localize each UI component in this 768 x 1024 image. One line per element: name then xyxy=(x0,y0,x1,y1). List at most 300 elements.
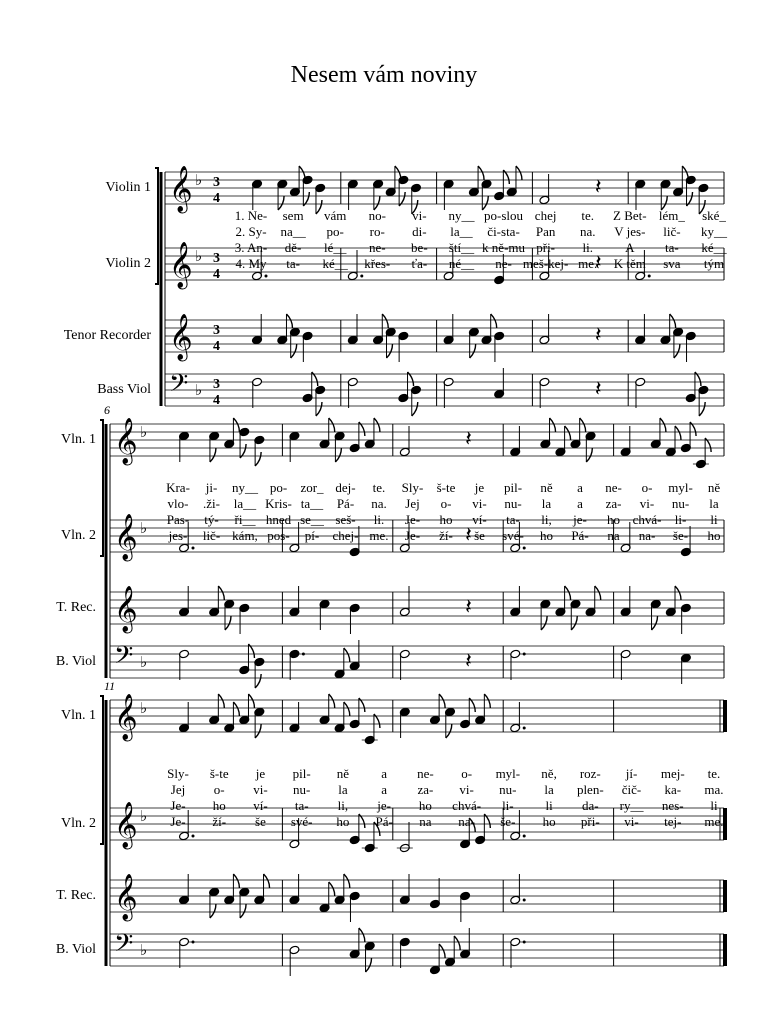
lyric-syllable: sva xyxy=(663,256,681,271)
lyric-syllable: ví- xyxy=(472,512,487,527)
final-barline-thick xyxy=(723,700,727,732)
lyric-syllable: li xyxy=(710,512,718,527)
lyric-syllable: a xyxy=(577,480,583,495)
lyric-syllable: na- xyxy=(638,528,656,543)
lyric-syllable: Je- xyxy=(404,528,421,543)
lyric-syllable: ho xyxy=(212,798,226,813)
lyric-syllable: ne- xyxy=(417,766,434,781)
note-flag xyxy=(652,616,658,630)
lyric-syllable: la__ xyxy=(450,224,473,239)
flat-icon: ♭ xyxy=(195,173,203,189)
time-signature-bottom: 4 xyxy=(213,393,220,408)
flat-icon: ♭ xyxy=(195,383,203,399)
lyric-syllable: ho xyxy=(707,528,721,543)
note-flag xyxy=(286,314,292,328)
lyric-syllable: tým xyxy=(703,256,725,271)
note-flag xyxy=(225,616,231,630)
lyric-syllable: vi- xyxy=(639,496,655,511)
flat-icon: ♭ xyxy=(140,701,148,717)
note-flag xyxy=(491,314,497,328)
lyric-syllable: vám xyxy=(323,208,347,223)
instrument-name: Violin 2 xyxy=(105,256,151,271)
rest-icon: 𝄽 xyxy=(465,522,472,547)
instrument-name: T. Rec. xyxy=(56,888,96,903)
lyric-syllable: po-slou xyxy=(484,208,524,223)
flat-icon: ♭ xyxy=(140,655,148,671)
flat-icon: ♭ xyxy=(195,249,203,265)
note-flag xyxy=(516,166,522,180)
score-title: Nesem vám noviny xyxy=(290,62,478,88)
lyric-syllable: di- xyxy=(412,224,427,239)
lyric-syllable: vi- xyxy=(472,496,487,511)
lyric-syllable: dě- xyxy=(284,240,302,255)
lyric-syllable: no- xyxy=(368,208,386,223)
lyric-syllable: jes- xyxy=(168,528,188,543)
measure-number: 11 xyxy=(104,679,116,693)
lyric-syllable: še xyxy=(474,528,485,543)
violin-group-bracket xyxy=(100,696,103,844)
note-dot xyxy=(523,727,526,730)
lyric-syllable: na__ xyxy=(280,224,306,239)
instrument-name: Vln. 2 xyxy=(61,528,96,543)
lyric-syllable: myl- xyxy=(495,766,521,781)
note-flag xyxy=(675,586,681,600)
lyric-syllable: la xyxy=(541,496,552,511)
lyric-syllable: ka- xyxy=(664,782,682,797)
treble-clef-icon: 𝄞 xyxy=(114,586,138,631)
note-flag xyxy=(412,402,418,416)
lyric-syllable: ne- xyxy=(368,240,386,255)
lyric-syllable: ři__ xyxy=(234,512,256,527)
note-flag xyxy=(565,426,571,440)
lyric-syllable: křes- xyxy=(364,256,391,271)
rest-icon: 𝄽 xyxy=(465,648,472,673)
note-flag xyxy=(439,694,445,708)
lyric-syllable: li. xyxy=(582,240,593,255)
note-dot xyxy=(302,653,305,656)
lyric-syllable: A xyxy=(625,240,635,255)
lyric-syllable: zor_ xyxy=(300,480,324,495)
flat-icon: ♭ xyxy=(140,521,148,537)
note-flag xyxy=(374,418,380,432)
lyric-syllable: Kra- xyxy=(166,480,190,495)
lyric-syllable: vi- xyxy=(624,814,639,829)
lyric-syllable: ro- xyxy=(369,224,385,239)
lyric-syllable: jí- xyxy=(625,766,638,781)
lyric-syllable: li, xyxy=(337,798,349,813)
instrument-name: Violin 1 xyxy=(105,180,151,195)
lyric-syllable: .ži- xyxy=(203,496,220,511)
lyric-syllable: o- xyxy=(213,782,225,797)
treble-clef-icon: 𝄞 xyxy=(169,242,193,287)
note-flag xyxy=(484,694,490,708)
lyric-syllable: a xyxy=(577,496,583,511)
lyric-syllable: ké__ xyxy=(701,240,727,255)
lyric-syllable: za- xyxy=(605,496,622,511)
lyric-syllable: la__ xyxy=(233,496,257,511)
lyric-syllable: je- xyxy=(573,512,587,527)
lyric-syllable: při- xyxy=(580,814,600,829)
staff-violin1 xyxy=(165,166,724,214)
treble-clef-icon: 𝄞 xyxy=(114,694,138,739)
lyric-syllable: K těm xyxy=(613,256,646,271)
lyric-syllable: chvá- xyxy=(452,798,482,813)
lyric-syllable: ví- xyxy=(253,798,268,813)
lyric-syllable: nu- xyxy=(671,496,690,511)
staff-tenor_recorder xyxy=(110,586,724,634)
lyric-syllable: me. xyxy=(704,814,724,829)
rest-icon: 𝄽 xyxy=(594,174,602,199)
instrument-name: Vln. 2 xyxy=(61,816,96,831)
note-flag xyxy=(580,418,586,432)
note-flag xyxy=(248,694,254,708)
lyric-syllable: meš-kej- xyxy=(522,256,569,271)
lyric-syllable: ta__ xyxy=(300,496,324,511)
lyric-syllable: při- xyxy=(536,240,556,255)
note-flag xyxy=(264,874,270,888)
flat-icon: ♭ xyxy=(140,809,148,825)
lyric-syllable: vi- xyxy=(412,208,427,223)
lyric-syllable: te. xyxy=(581,208,595,223)
note-dot xyxy=(523,899,526,902)
lyric-syllable: je- xyxy=(377,798,392,813)
instrument-name: Bass Viol xyxy=(97,382,151,397)
measure-number: 6 xyxy=(104,403,110,417)
lyric-syllable: ho xyxy=(542,814,556,829)
treble-clef-icon: 𝄞 xyxy=(114,418,138,463)
lyric-syllable: Jej xyxy=(405,496,420,511)
treble-clef-icon: 𝄞 xyxy=(114,514,138,559)
staff-bass_viol xyxy=(165,368,724,416)
lyric-syllable: Je- xyxy=(170,798,186,813)
lyric-syllable: še xyxy=(255,814,266,829)
note-dot xyxy=(523,835,526,838)
lyric-syllable: roz- xyxy=(579,766,601,781)
lyric-syllable: se__ xyxy=(300,512,324,527)
lyric-syllable: la xyxy=(709,496,719,511)
lyric-syllable: či-sta- xyxy=(487,224,520,239)
lyric-syllable: me. xyxy=(578,256,598,271)
lyric-syllable: 3. An- xyxy=(234,240,268,255)
note-dot xyxy=(192,941,195,944)
violin-group-bracket xyxy=(100,420,103,556)
lyric-syllable: je xyxy=(255,766,266,781)
lyric-syllable: 4. My xyxy=(235,256,267,271)
note-flag xyxy=(218,694,224,708)
time-signature-bottom: 4 xyxy=(213,339,220,354)
lyric-syllable: me. xyxy=(369,528,389,543)
lyric-syllable: š-te xyxy=(436,480,456,495)
note-dot xyxy=(648,275,651,278)
note-flag xyxy=(255,724,261,738)
lyric-syllable: Pan xyxy=(535,224,556,239)
lyric-syllable: na. xyxy=(371,496,387,511)
lyric-syllable: ho xyxy=(418,798,432,813)
note-flag xyxy=(366,958,372,972)
lyric-syllable: ji- xyxy=(205,480,218,495)
lyric-syllable: chej xyxy=(534,208,557,223)
lyric-syllable: nu- xyxy=(504,496,522,511)
note-dot xyxy=(192,547,195,550)
lyric-syllable: te. xyxy=(372,480,386,495)
note-flag xyxy=(233,874,239,888)
lyric-syllable: Je- xyxy=(170,814,186,829)
lyric-syllable: ny__ xyxy=(448,208,475,223)
lyric-syllable: sem xyxy=(282,208,304,223)
lyric-syllable: pil- xyxy=(503,480,523,495)
lyric-syllable: be- xyxy=(411,240,428,255)
note-flag xyxy=(344,648,350,662)
note-flag xyxy=(359,928,365,942)
lyric-syllable: vi- xyxy=(253,782,268,797)
time-signature-top: 3 xyxy=(213,323,220,338)
lyric-syllable: dej- xyxy=(335,480,356,495)
note-flag xyxy=(565,586,571,600)
rest-icon: 𝄽 xyxy=(465,426,472,451)
note-flag xyxy=(660,418,666,432)
lyric-syllable: nu- xyxy=(499,782,517,797)
lyric-syllable: nu- xyxy=(293,782,311,797)
instrument-name: Tenor Recorder xyxy=(63,328,151,343)
note-flag xyxy=(255,452,261,466)
note-flag xyxy=(674,344,680,358)
treble-clef-icon: 𝄞 xyxy=(114,802,138,847)
note-flag xyxy=(446,724,452,738)
lyric-syllable: Pá- xyxy=(375,814,393,829)
lyric-syllable: o- xyxy=(641,480,653,495)
lyric-syllable: chvá- xyxy=(632,512,662,527)
lyric-syllable: ky__ xyxy=(701,224,727,239)
lyric-syllable: te. xyxy=(707,766,721,781)
note-flag xyxy=(699,402,705,416)
note-dot xyxy=(360,275,363,278)
lyric-syllable: ta- xyxy=(294,798,309,813)
lyric-syllable: še- xyxy=(672,528,689,543)
lyric-syllable: Kris- xyxy=(265,496,292,511)
lyric-syllable: Sly- xyxy=(401,480,424,495)
note-flag xyxy=(586,448,592,462)
lyric-syllable: Sly- xyxy=(167,766,189,781)
instrument-name: T. Rec. xyxy=(56,600,96,615)
lyric-syllable: ho xyxy=(540,528,553,543)
lyric-syllable: li- xyxy=(502,798,514,813)
lyric-syllable: š-te xyxy=(209,766,229,781)
lyric-syllable: na- xyxy=(458,814,475,829)
lyric-syllable: Je- xyxy=(404,512,421,527)
lyric-syllable: vi- xyxy=(459,782,474,797)
lyric-syllable: li xyxy=(545,798,553,813)
lyric-syllable: 1. Ne- xyxy=(234,208,268,223)
lyric-syllable: a xyxy=(381,782,388,797)
violin-group-bracket xyxy=(155,168,158,284)
note-flag xyxy=(670,314,676,328)
rest-icon: 𝄽 xyxy=(594,376,602,401)
bass-clef-icon: 𝄢 xyxy=(114,930,134,963)
staff-bass_viol xyxy=(110,640,724,688)
staff-violin1 xyxy=(110,694,727,745)
note-flag xyxy=(210,448,216,462)
time-signature-top: 3 xyxy=(213,251,220,266)
lyric-syllable: kám, xyxy=(232,528,258,543)
lyric-syllable: ně, xyxy=(541,766,557,781)
lyric-syllable: Pas- xyxy=(166,512,190,527)
note-flag xyxy=(344,874,350,888)
time-signature-top: 3 xyxy=(213,175,220,190)
lyric-syllable: tý- xyxy=(204,512,219,527)
note-dot xyxy=(523,653,526,656)
lyric-syllable: V jes- xyxy=(614,224,646,239)
lyric-syllable: ta- xyxy=(665,240,679,255)
note-dot xyxy=(265,275,268,278)
time-signature-bottom: 4 xyxy=(213,191,220,206)
lyric-syllable: da- xyxy=(582,798,599,813)
lyric-syllable: li xyxy=(710,798,718,813)
rest-icon: 𝄽 xyxy=(594,322,602,347)
lyric-syllable: po- xyxy=(269,480,288,495)
lyric-syllable: li. xyxy=(373,512,385,527)
lyric-syllable: pos- xyxy=(267,528,290,543)
lyric-syllable: nes- xyxy=(661,798,684,813)
time-signature-bottom: 4 xyxy=(213,267,220,282)
lyric-syllable: ťa- xyxy=(411,256,428,271)
lyric-syllable: ne- xyxy=(605,480,622,495)
lyric-syllable: své- xyxy=(290,814,313,829)
lyric-syllable: lém_ xyxy=(658,208,685,223)
note-flag xyxy=(454,936,460,950)
note-flag xyxy=(571,616,577,630)
lyric-syllable: la xyxy=(338,782,348,797)
note-flag xyxy=(439,944,445,958)
lyric-syllable: Pá- xyxy=(336,496,355,511)
lyric-syllable: Pá- xyxy=(571,528,589,543)
lyric-syllable: je xyxy=(474,480,485,495)
final-barline-thick xyxy=(723,808,727,840)
lyric-syllable: vlo- xyxy=(167,496,189,511)
lyric-syllable: ně xyxy=(336,766,350,781)
instrument-name: B. Viol xyxy=(55,942,96,957)
final-barline-thick xyxy=(723,880,727,912)
note-flag xyxy=(218,586,224,600)
note-flag xyxy=(382,314,388,328)
lyric-syllable: lič- xyxy=(202,528,221,543)
lyric-syllable: še- xyxy=(500,814,516,829)
lyric-syllable: ma. xyxy=(704,782,724,797)
lyric-syllable: hned xyxy=(265,512,292,527)
bass-clef-icon: 𝄢 xyxy=(169,370,189,403)
lyric-syllable: pil- xyxy=(292,766,311,781)
lyric-syllable: o- xyxy=(440,496,452,511)
lyric-syllable: lič- xyxy=(663,224,681,239)
note-flag xyxy=(255,674,261,688)
lyric-syllable: ské_ xyxy=(702,208,726,223)
lyric-syllable: na. xyxy=(579,224,596,239)
lyric-syllable: ne- xyxy=(495,256,512,271)
lyric-syllable: 2. Sy- xyxy=(235,224,267,239)
note-flag xyxy=(329,882,335,896)
staff-tenor_recorder xyxy=(165,314,724,362)
lyric-syllable: po- xyxy=(326,224,344,239)
lyric-syllable: Jej xyxy=(170,782,186,797)
lyric-syllable: k ně-mu xyxy=(482,240,526,255)
note-flag xyxy=(316,402,322,416)
lyric-syllable: chej- xyxy=(332,528,359,543)
note-flag xyxy=(541,616,547,630)
note-flag xyxy=(675,426,681,440)
lyric-syllable: a xyxy=(381,766,388,781)
note-flag xyxy=(210,904,216,918)
lyric-syllable: seš- xyxy=(335,512,356,527)
lyric-syllable: ští__ xyxy=(448,240,475,255)
lyric-syllable: čič- xyxy=(621,782,642,797)
note-flag xyxy=(316,200,322,214)
note-flag xyxy=(291,344,297,358)
lyric-syllable: pí- xyxy=(304,528,320,543)
lyric-syllable: ně xyxy=(707,480,721,495)
note-dot xyxy=(523,547,526,550)
lyric-syllable: ho xyxy=(439,512,453,527)
lyric-syllable: ží- xyxy=(439,528,453,543)
note-flag xyxy=(335,448,341,462)
lyric-syllable: lé__ xyxy=(323,240,347,255)
treble-clef-icon: 𝄞 xyxy=(114,874,138,919)
lyric-syllable: plen- xyxy=(576,782,604,797)
instrument-name: B. Viol xyxy=(55,654,96,669)
note-flag xyxy=(387,344,393,358)
flat-icon: ♭ xyxy=(140,943,148,959)
time-signature-top: 3 xyxy=(213,377,220,392)
lyric-syllable: né__ xyxy=(448,256,475,271)
lyric-syllable: na xyxy=(607,528,620,543)
note-flag xyxy=(329,418,335,432)
lyric-syllable: tej- xyxy=(664,814,682,829)
lyric-syllable: ké__ xyxy=(322,256,348,271)
treble-clef-icon: 𝄞 xyxy=(169,314,193,359)
final-barline-thick xyxy=(723,934,727,966)
note-dot xyxy=(523,941,526,944)
lyric-syllable: mej- xyxy=(660,766,685,781)
lyric-syllable: ry__ xyxy=(619,798,644,813)
note-flag xyxy=(595,586,601,600)
note-flag xyxy=(233,418,239,432)
lyric-syllable: své- xyxy=(502,528,524,543)
staff-bass_viol xyxy=(110,928,727,976)
lyric-syllable: ží- xyxy=(212,814,227,829)
note-flag xyxy=(233,702,239,716)
lyric-syllable: o- xyxy=(461,766,473,781)
note-flag xyxy=(329,694,335,708)
rest-icon: 𝄽 xyxy=(594,250,602,275)
staff-violin1 xyxy=(110,418,724,469)
lyric-syllable: ta- xyxy=(506,512,520,527)
lyric-syllable: li- xyxy=(674,512,687,527)
lyric-syllable: ho xyxy=(336,814,350,829)
instrument-name: Vln. 1 xyxy=(61,432,96,447)
lyric-syllable: ho xyxy=(607,512,620,527)
lyric-syllable: na xyxy=(419,814,432,829)
note-flag xyxy=(344,702,350,716)
note-flag xyxy=(240,904,246,918)
lyric-syllable: ně xyxy=(540,480,553,495)
note-flag xyxy=(550,418,556,432)
lyric-syllable: li, xyxy=(541,512,552,527)
lyric-syllable: myl- xyxy=(668,480,693,495)
bass-clef-icon: 𝄢 xyxy=(114,642,134,675)
staff-tenor_recorder xyxy=(110,874,727,922)
note-flag xyxy=(470,344,476,358)
note-flag xyxy=(478,166,484,180)
lyric-syllable: ny__ xyxy=(232,480,258,495)
lyric-syllable: Z Bet- xyxy=(613,208,647,223)
